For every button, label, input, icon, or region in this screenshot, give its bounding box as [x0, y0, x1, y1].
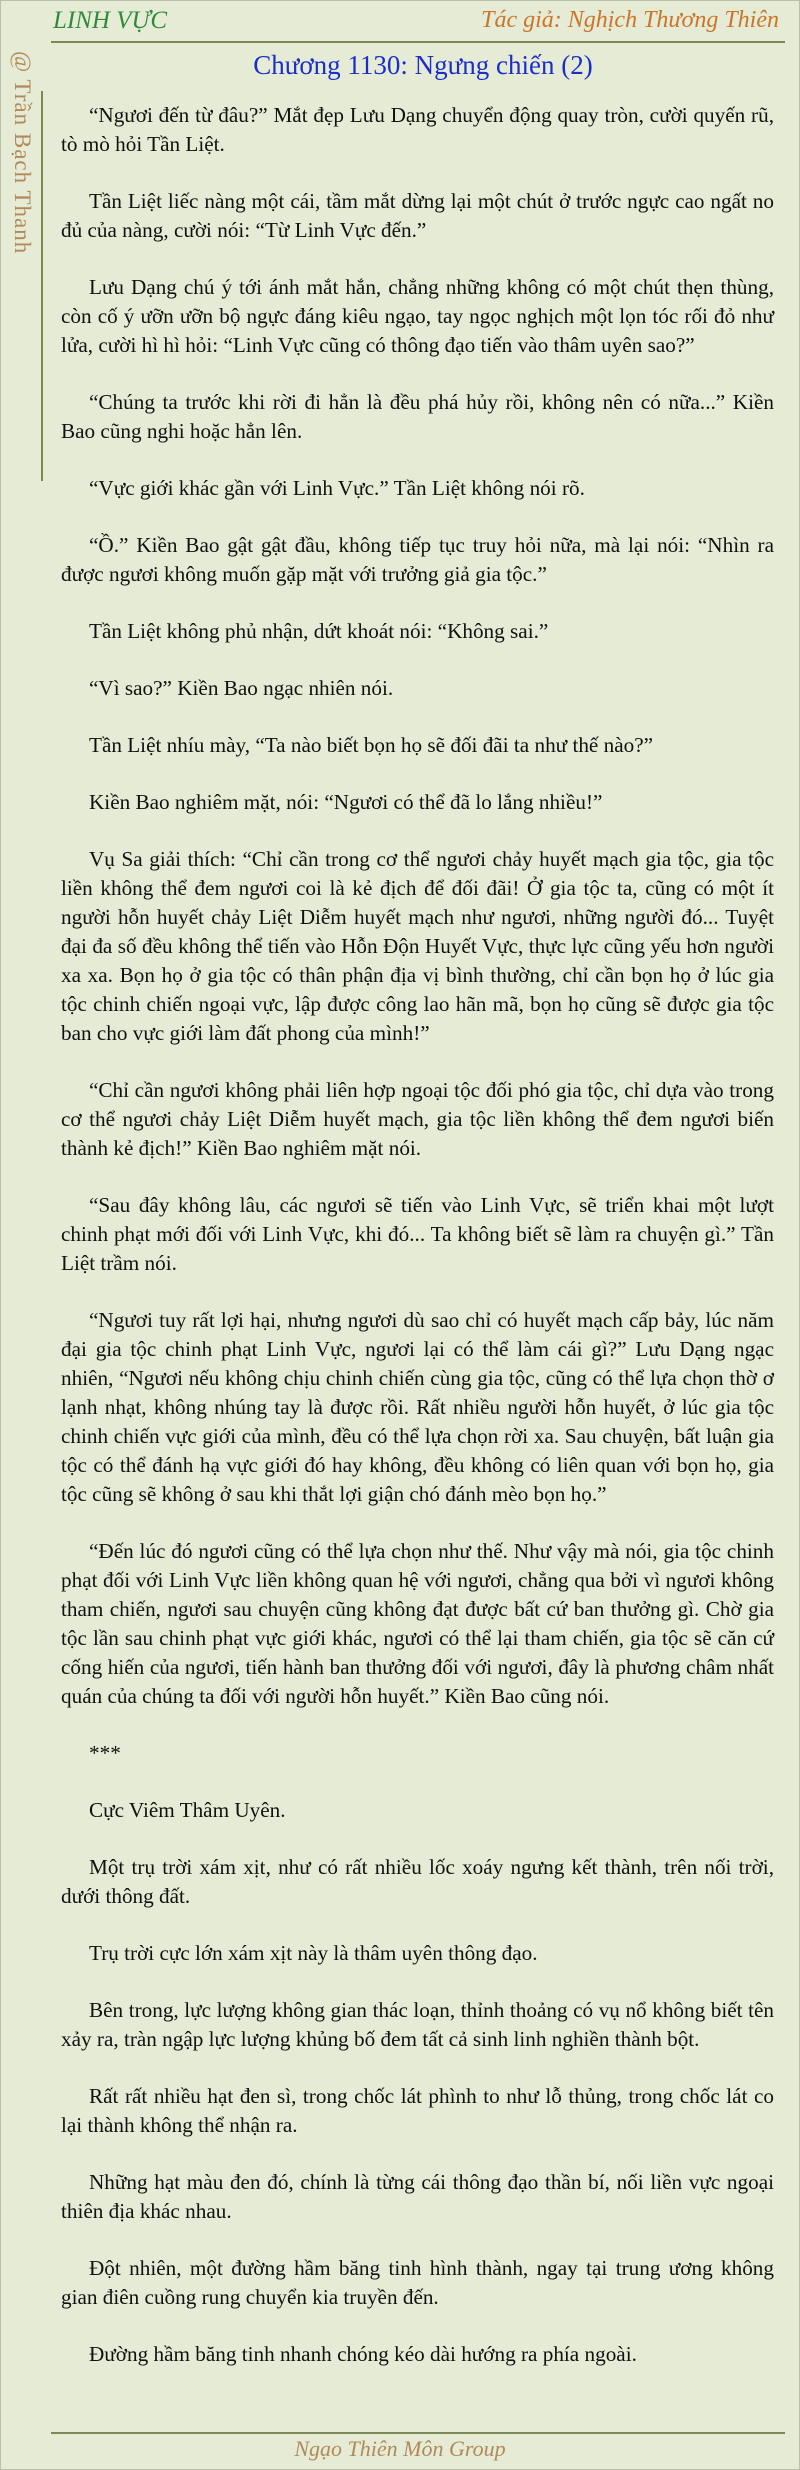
paragraph: *** [89, 1741, 121, 1765]
paragraph: Lưu Dạng chú ý tới ánh mắt hắn, chẳng những không có một chút thẹn thùng, còn cố ý ưỡn ưỡn bộ ngực đáng kiêu ngạo, tay ngọc nghịch một lọn tóc rối đỏ như lửa, cười hì hì hỏi: “Linh Vực cũng có thông đạo tiến vào thâm uyên sao?” [61, 275, 774, 357]
paragraph: Một trụ trời xám xịt, như có rất nhiều lốc xoáy ngưng kết thành, trên nối trời, dưới thông đất. [61, 1855, 774, 1908]
paragraph: Những hạt màu đen đó, chính là từng cái thông đạo thần bí, nối liền vực ngoại thiên địa khác nhau. [61, 2170, 774, 2223]
header-divider [51, 41, 785, 43]
chapter-body [61, 101, 774, 2397]
author-label: Tác giả: Nghịch Thương Thiên [481, 7, 779, 33]
paragraph: “Chúng ta trước khi rời đi hẳn là đều phá hủy rồi, không nên có nữa...” Kiền Bao cũng nghi hoặc hẳn lên. [61, 390, 774, 443]
paragraph: “Sau đây không lâu, các ngươi sẽ tiến vào Linh Vực, sẽ triển khai một lượt chinh phạt mới đối với Linh Vực, khi đó... Ta không biết sẽ làm ra chuyện gì.” Tần Liệt trầm nói. [61, 1193, 774, 1275]
paragraph: “Ngươi tuy rất lợi hại, nhưng ngươi dù sao chỉ có huyết mạch cấp bảy, lúc năm đại gia tộc chinh phạt Linh Vực, ngươi lại có thể làm cái gì?” Lưu Dạng ngạc nhiên, “Ngươi nếu không chịu chinh chiến cùng gia tộc, cũng có thể lựa chọn thờ ơ lạnh nhạt, không nhúng tay là được rồi. Rất nhiều người hỗn huyết, ở lúc gia tộc chinh chiến vực giới của mình, đều có thể lựa chọn rời xa. Sau chuyện, bất luận gia tộc có thể đánh hạ vực giới đó hay không, đều không có liên quan với bọn họ, gia tộc cũng sẽ không ở sau khi thắt lợi giận chó đánh mèo bọn họ.” [61, 1308, 774, 1506]
paragraph: Vụ Sa giải thích: “Chỉ cần trong cơ thể ngươi chảy huyết mạch gia tộc, gia tộc liền không thể đem ngươi coi là kẻ địch để đối đãi! Ở gia tộc ta, cũng có một ít người hỗn huyết chảy Liệt Diễm huyết mạch như ngươi, những người đó... Tuyệt đại đa số đều không thể tiến vào Hỗn Độn Huyết Vực, thực lực cũng yếu hơn người xa xa. Bọn họ ở gia tộc có thân phận địa vị bình thường, chỉ cần bọn họ ở lúc gia tộc chinh chiến ngoại vực, lập được công lao hãn mã, bọn họ cũng sẽ được gia tộc ban cho vực giới làm đất phong của mình!” [61, 847, 774, 1045]
paragraph: “Vực giới khác gần với Linh Vực.” Tần Liệt không nói rõ. [89, 476, 585, 500]
paragraph: Tần Liệt nhíu mày, “Ta nào biết bọn họ sẽ đối đãi ta như thế nào?” [89, 733, 654, 757]
paragraph: Tần Liệt không phủ nhận, dứt khoát nói: “Không sai.” [89, 619, 549, 643]
paragraph: Kiền Bao nghiêm mặt, nói: “Ngươi có thể đã lo lắng nhiều!” [89, 790, 603, 814]
paragraph: Đột nhiên, một đường hầm băng tinh hình thành, ngay tại trung ương không gian điên cuồng rung chuyển kia truyền đến. [61, 2256, 774, 2309]
paragraph: Tần Liệt liếc nàng một cái, tầm mắt dừng lại một chút ở trước ngực cao ngất no đủ của nàng, cười nói: “Từ Linh Vực đến.” [61, 189, 774, 242]
paragraph: Cực Viêm Thâm Uyên. [89, 1798, 286, 1822]
side-margin [1, 51, 45, 511]
paragraph: Trụ trời cực lớn xám xịt này là thâm uyên thông đạo. [89, 1941, 538, 1965]
chapter-title: Chương 1130: Ngưng chiến (2) [253, 50, 593, 80]
book-title: LINH VỰC [53, 7, 168, 34]
footer-divider [51, 2432, 785, 2434]
paragraph: “Ồ.” Kiền Bao gật gật đầu, không tiếp tục truy hỏi nữa, mà lại nói: “Nhìn ra được ngươi không muốn gặp mặt với trưởng giả gia tộc.” [61, 533, 774, 586]
paragraph: “Vì sao?” Kiền Bao ngạc nhiên nói. [89, 676, 394, 700]
paragraph: “Chỉ cần ngươi không phải liên hợp ngoại tộc đối phó gia tộc, chỉ dựa vào trong cơ thể ngươi chảy Liệt Diễm huyết mạch, gia tộc liền không thể đem ngươi biến thành kẻ địch!” Kiền Bao nghiêm mặt nói. [61, 1078, 774, 1160]
paragraph: “Đến lúc đó ngươi cũng có thể lựa chọn như thế. Như vậy mà nói, gia tộc chinh phạt đối với Linh Vực liền không quan hệ với ngươi, chẳng qua bởi vì ngươi không tham chiến, ngươi sau chuyện cũng không đạt được bất cứ ban thưởng gì. Chờ gia tộc lần sau chinh phạt vực giới khác, ngươi có thể lại tham chiến, gia tộc sẽ căn cứ cống hiến của ngươi, tiến hành ban thưởng đối với ngươi, đây là phương châm nhất quán của chúng ta đối với người hỗn huyết.” Kiền Bao cũng nói. [61, 1539, 774, 1708]
page-footer: Ngạo Thiên Môn Group [294, 2436, 506, 2461]
paragraph: “Ngươi đến từ đâu?” Mắt đẹp Lưu Dạng chuyển động quay tròn, cười quyến rũ, tò mò hỏi Tần Liệt. [61, 103, 774, 156]
paragraph: Bên trong, lực lượng không gian thác loạn, thỉnh thoảng có vụ nổ không biết tên xảy ra, tràn ngập lực lượng khủng bố đem tất cả sinh linh nghiền thành bột. [61, 1998, 774, 2051]
side-credit: @ Trần Bạch Thanh [10, 51, 35, 255]
page-header [1, 1, 799, 41]
paragraph: Đường hầm băng tinh nhanh chóng kéo dài hướng ra phía ngoài. [89, 2342, 637, 2366]
paragraph: Rất rất nhiều hạt đen sì, trong chốc lát phình to như lỗ thủng, trong chốc lát co lại thành không thể nhận ra. [61, 2084, 774, 2137]
side-divider [41, 91, 43, 481]
